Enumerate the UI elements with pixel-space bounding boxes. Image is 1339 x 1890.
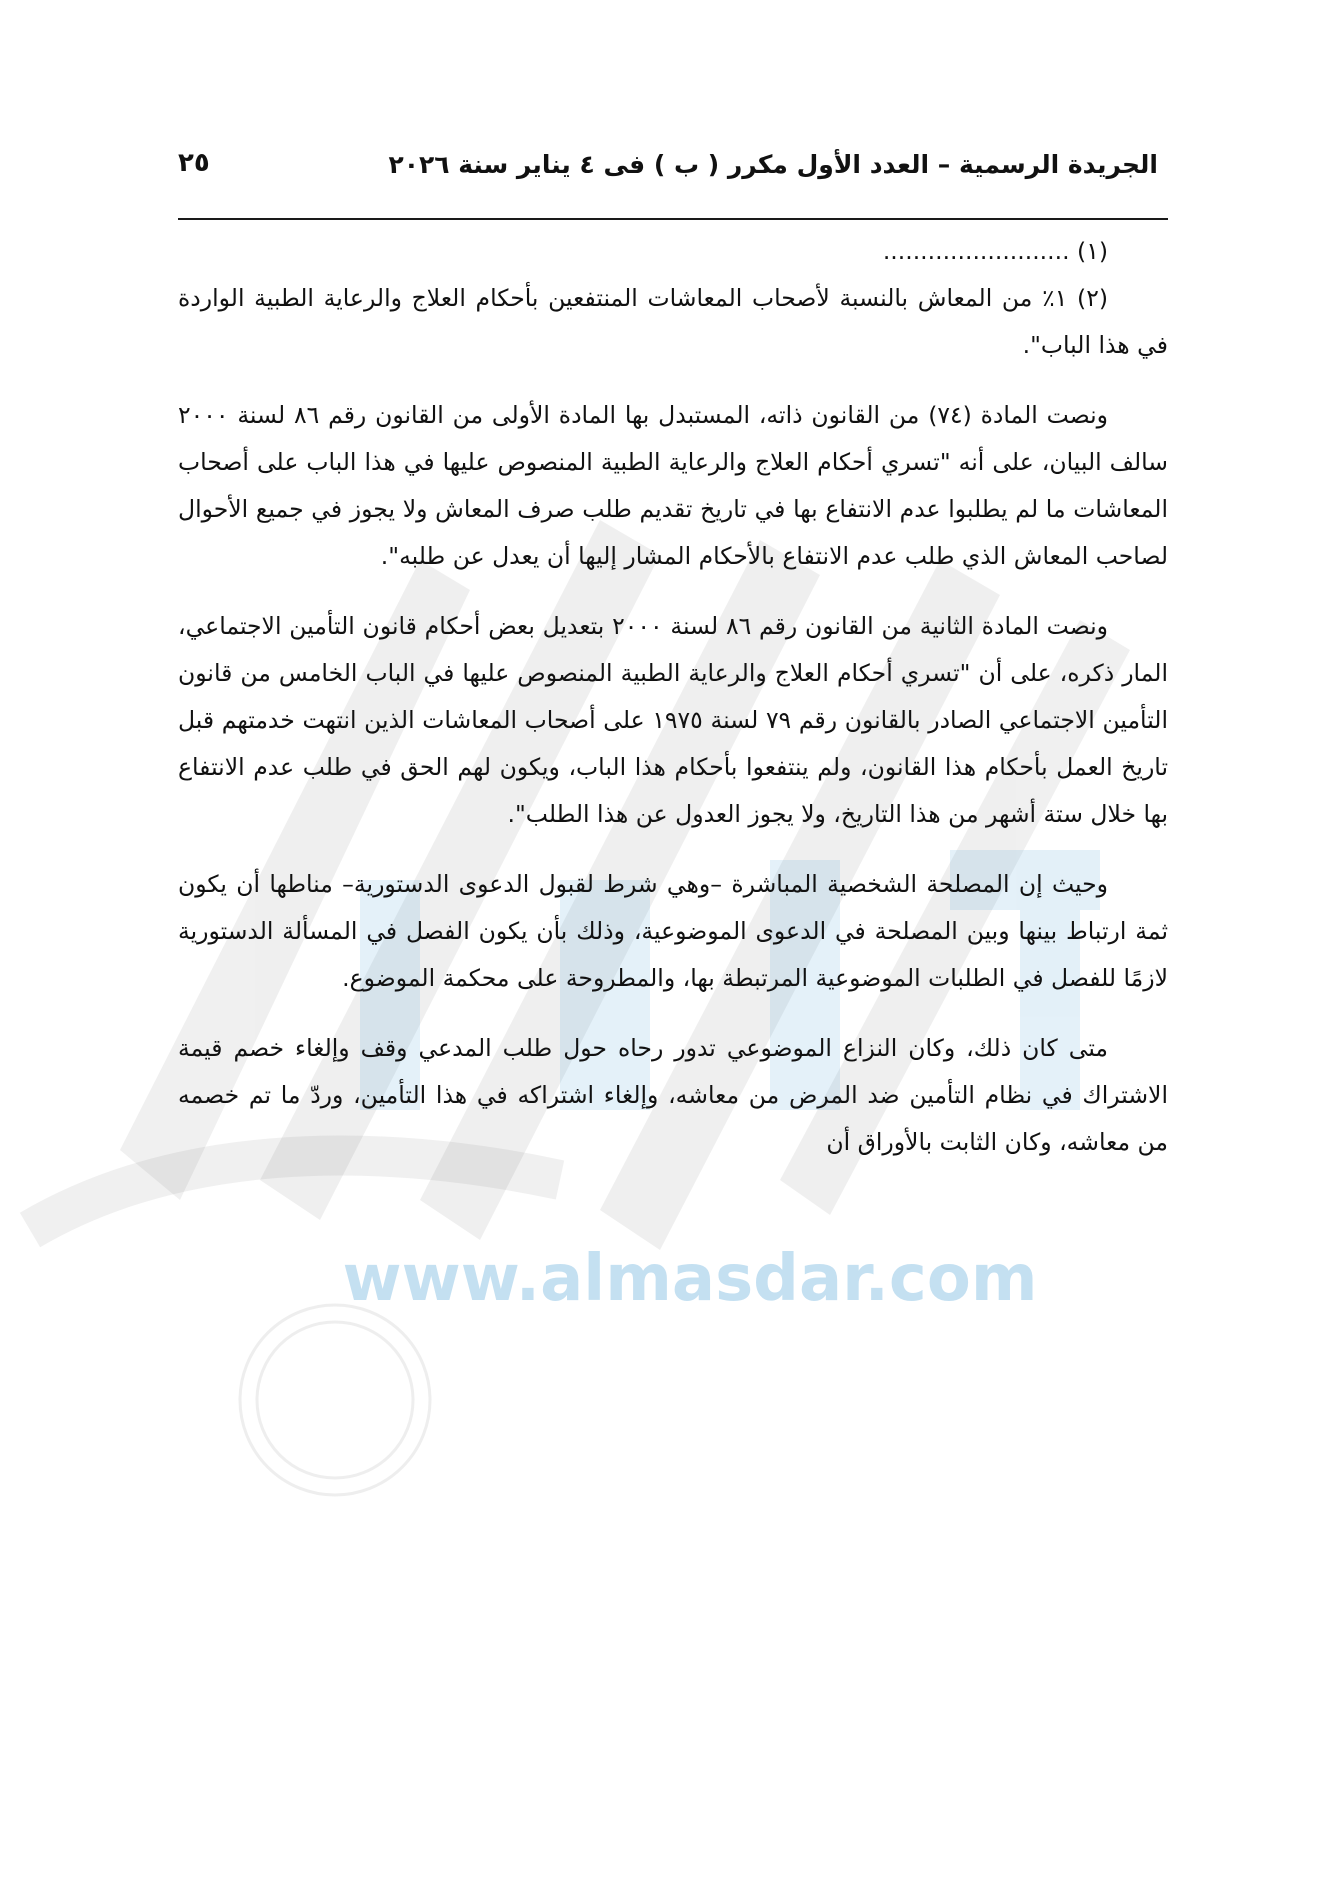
gazette-page: [178, 130, 1168, 1189]
page-header: [178, 130, 1168, 200]
page-number: ٢٥: [178, 148, 210, 178]
running-title: الجريدة الرسمية – العدد الأول مكرر ( ب ) فى ٤ يناير سنة ٢٠٢٦: [388, 150, 1158, 179]
document-body: [178, 228, 1168, 1166]
list-item-2: (٢) ١٪ من المعاش بالنسبة لأصحاب المعاشات المنتفعين بأحكام العلاج والرعاية الطبية الواردة في هذا الباب".: [178, 284, 1168, 359]
watermark-site-text: www.almasdar.com: [342, 1242, 1038, 1316]
paragraph-article-2: ونصت المادة الثانية من القانون رقم ٨٦ لسنة ٢٠٠٠ بتعديل بعض أحكام قانون التأمين الاجتماعي، المار ذكره، على أن "تسري أحكام العلاج والرعاية الطبية المنصوص عليها في الباب الخامس من قانون التأمين الاجتماعي الصادر بالقانون رقم ٧٩ لسنة ١٩٧٥ على أصحاب المعاشات الذين انتهت خدمتهم قبل تاريخ العمل بأحكام هذا القانون، ولم ينتفعوا بأحكام هذا الباب، ويكون لهم الحق في طلب عدم الانتفاع بها خلال ستة أشهر من هذا التاريخ، ولا يجوز العدول عن هذا الطلب".: [178, 612, 1168, 828]
header-divider: [178, 218, 1168, 220]
list-item-1: (١) .........................: [882, 237, 1108, 265]
paragraph-article-74: ونصت المادة (٧٤) من القانون ذاته، المستبدل بها المادة الأولى من القانون رقم ٨٦ لسنة ٢٠٠٠ سالف البيان، على أنه "تسري أحكام العلاج والرعاية الطبية المنصوص عليها في هذا الباب على أصحاب المعاشات ما لم يطلبوا عدم الانتفاع بها في تاريخ تقديم طلب صرف المعاش ولا يجوز في جميع الأحوال لصاحب المعاش الذي طلب عدم الانتفاع بالأحكام المشار إليها أن يعدل عن طلبه".: [178, 401, 1168, 570]
paragraph-conclusion: متى كان ذلك، وكان النزاع الموضوعي تدور رحاه حول طلب المدعي وقف وإلغاء خصم قيمة الاشتراك في نظام التأمين ضد المرض من معاشه، وإلغاء اشتراكه في هذا التأمين، وردّ ما تم خصمه من معاشه، وكان الثابت بالأوراق أن: [178, 1034, 1168, 1156]
paragraph-standing: وحيث إن المصلحة الشخصية المباشرة –وهي شرط لقبول الدعوى الدستورية– مناطها أن يكون ثمة ارتباط بينها وبين المصلحة في الدعوى الموضوعية، وذلك بأن يكون الفصل في المسألة الدستورية لازمًا للفصل في الطلبات الموضوعية المرتبطة بها، والمطروحة على محكمة الموضوع.: [178, 870, 1168, 992]
